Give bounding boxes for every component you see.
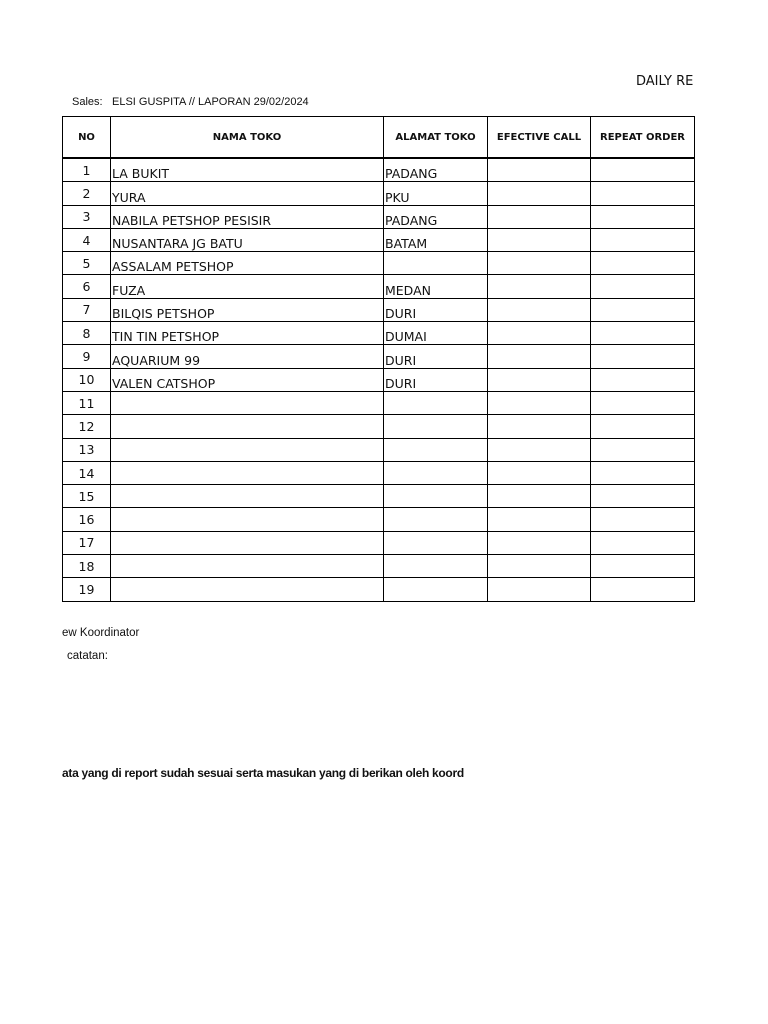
catatan-label: catatan: <box>67 650 108 662</box>
statement-text: ata yang di report sudah sesuai serta masukan yang di berikan oleh koord <box>62 766 464 780</box>
cell-no: 4 <box>63 228 111 251</box>
cell-alamat-toko: MEDAN <box>384 275 488 298</box>
header-nama-toko: NAMA TOKO <box>111 117 384 159</box>
cell-no: 12 <box>63 415 111 438</box>
table-row <box>63 391 695 414</box>
cell-alamat-toko: DURI <box>384 345 488 368</box>
cell-repeat-order <box>591 158 695 182</box>
cell-efective-call <box>488 322 591 345</box>
cell-alamat-toko: DUMAI <box>384 322 488 345</box>
table-row <box>63 438 695 461</box>
cell-efective-call <box>488 158 591 182</box>
koordinator-label: ew Koordinator <box>62 627 140 639</box>
cell-repeat-order <box>591 205 695 228</box>
sales-line <box>72 96 309 108</box>
cell-repeat-order <box>591 578 695 601</box>
cell-repeat-order <box>591 298 695 321</box>
cell-nama-toko: VALEN CATSHOP <box>111 368 384 391</box>
cell-repeat-order <box>591 252 695 275</box>
cell-repeat-order <box>591 322 695 345</box>
header-repeat-order: REPEAT ORDER <box>591 117 695 159</box>
cell-no: 19 <box>63 578 111 601</box>
cell-alamat-toko <box>384 415 488 438</box>
cell-no: 13 <box>63 438 111 461</box>
table-header-row <box>63 117 695 159</box>
cell-no: 8 <box>63 322 111 345</box>
table-row <box>63 368 695 391</box>
cell-nama-toko: FUZA <box>111 275 384 298</box>
cell-nama-toko: ASSALAM PETSHOP <box>111 252 384 275</box>
cell-no: 16 <box>63 508 111 531</box>
cell-nama-toko: YURA <box>111 182 384 205</box>
header-efective-call: EFECTIVE CALL <box>488 117 591 159</box>
table-row <box>63 252 695 275</box>
cell-nama-toko <box>111 461 384 484</box>
cell-no: 7 <box>63 298 111 321</box>
cell-alamat-toko: PADANG <box>384 158 488 182</box>
cell-efective-call <box>488 275 591 298</box>
cell-no: 2 <box>63 182 111 205</box>
table-row <box>63 158 695 182</box>
cell-nama-toko <box>111 391 384 414</box>
cell-nama-toko <box>111 415 384 438</box>
cell-repeat-order <box>591 438 695 461</box>
table-row <box>63 531 695 554</box>
cell-repeat-order <box>591 461 695 484</box>
cell-efective-call <box>488 415 591 438</box>
cell-efective-call <box>488 228 591 251</box>
table-row <box>63 508 695 531</box>
cell-nama-toko <box>111 531 384 554</box>
cell-nama-toko: NUSANTARA JG BATU <box>111 228 384 251</box>
sales-label: Sales: <box>72 96 103 108</box>
report-table <box>62 116 695 602</box>
cell-efective-call <box>488 368 591 391</box>
cell-nama-toko: BILQIS PETSHOP <box>111 298 384 321</box>
cell-no: 17 <box>63 531 111 554</box>
header-alamat-toko: ALAMAT TOKO <box>384 117 488 159</box>
cell-repeat-order <box>591 368 695 391</box>
cell-efective-call <box>488 298 591 321</box>
cell-no: 15 <box>63 485 111 508</box>
cell-alamat-toko: DURI <box>384 298 488 321</box>
cell-nama-toko: TIN TIN PETSHOP <box>111 322 384 345</box>
cell-efective-call <box>488 531 591 554</box>
report-title: DAILY RE <box>636 74 694 89</box>
table-row <box>63 461 695 484</box>
cell-alamat-toko <box>384 461 488 484</box>
cell-nama-toko <box>111 555 384 578</box>
cell-alamat-toko <box>384 485 488 508</box>
cell-alamat-toko <box>384 252 488 275</box>
cell-no: 1 <box>63 158 111 182</box>
cell-nama-toko <box>111 578 384 601</box>
cell-alamat-toko <box>384 531 488 554</box>
cell-alamat-toko <box>384 508 488 531</box>
cell-alamat-toko: DURI <box>384 368 488 391</box>
cell-alamat-toko <box>384 391 488 414</box>
table-row <box>63 275 695 298</box>
cell-alamat-toko: PADANG <box>384 205 488 228</box>
cell-alamat-toko: PKU <box>384 182 488 205</box>
cell-no: 3 <box>63 205 111 228</box>
cell-no: 9 <box>63 345 111 368</box>
table-row <box>63 182 695 205</box>
cell-efective-call <box>488 345 591 368</box>
cell-alamat-toko <box>384 438 488 461</box>
cell-no: 11 <box>63 391 111 414</box>
table-row <box>63 205 695 228</box>
cell-efective-call <box>488 438 591 461</box>
table-row <box>63 322 695 345</box>
table-row <box>63 298 695 321</box>
cell-alamat-toko <box>384 555 488 578</box>
cell-nama-toko: AQUARIUM 99 <box>111 345 384 368</box>
table-row <box>63 228 695 251</box>
cell-nama-toko <box>111 508 384 531</box>
cell-nama-toko: LA BUKIT <box>111 158 384 182</box>
cell-efective-call <box>488 252 591 275</box>
cell-efective-call <box>488 182 591 205</box>
table-row <box>63 345 695 368</box>
cell-nama-toko: NABILA PETSHOP PESISIR <box>111 205 384 228</box>
cell-nama-toko <box>111 485 384 508</box>
cell-efective-call <box>488 578 591 601</box>
cell-efective-call <box>488 485 591 508</box>
cell-efective-call <box>488 555 591 578</box>
cell-no: 14 <box>63 461 111 484</box>
cell-no: 18 <box>63 555 111 578</box>
cell-repeat-order <box>591 391 695 414</box>
cell-repeat-order <box>591 485 695 508</box>
cell-repeat-order <box>591 531 695 554</box>
cell-no: 5 <box>63 252 111 275</box>
cell-repeat-order <box>591 508 695 531</box>
sales-value: ELSI GUSPITA // LAPORAN 29/02/2024 <box>112 96 309 108</box>
cell-alamat-toko: BATAM <box>384 228 488 251</box>
cell-repeat-order <box>591 275 695 298</box>
cell-repeat-order <box>591 345 695 368</box>
cell-efective-call <box>488 508 591 531</box>
cell-repeat-order <box>591 415 695 438</box>
cell-efective-call <box>488 461 591 484</box>
cell-no: 10 <box>63 368 111 391</box>
cell-no: 6 <box>63 275 111 298</box>
table-row <box>63 485 695 508</box>
cell-repeat-order <box>591 228 695 251</box>
cell-alamat-toko <box>384 578 488 601</box>
table-row <box>63 555 695 578</box>
cell-nama-toko <box>111 438 384 461</box>
cell-efective-call <box>488 391 591 414</box>
cell-repeat-order <box>591 182 695 205</box>
table-row <box>63 578 695 601</box>
header-no: NO <box>63 117 111 159</box>
table-row <box>63 415 695 438</box>
cell-efective-call <box>488 205 591 228</box>
cell-repeat-order <box>591 555 695 578</box>
